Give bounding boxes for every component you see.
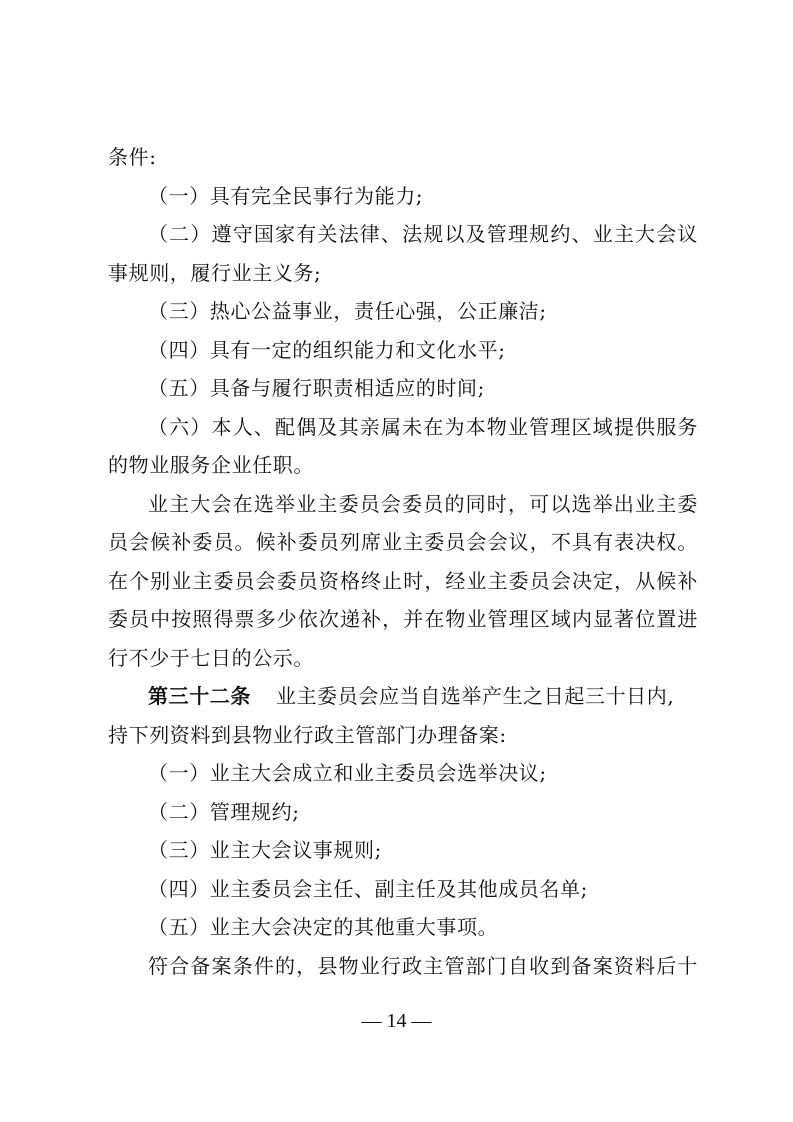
text-line: 条件:	[108, 145, 157, 169]
condition-item: （三）热心公益事业，责任心强，公正廉洁;	[148, 299, 547, 323]
filing-item: （三）业主大会议事规则;	[148, 838, 382, 862]
filing-item: （五）业主大会决定的其他重大事项。	[148, 915, 499, 939]
paragraph-line: 在个别业主委员会委员资格终止时，经业主委员会决定，从候补	[108, 568, 698, 593]
paragraph-line: 委员中按照得票多少依次递补，并在物业管理区域内显著位置进	[108, 607, 698, 631]
paragraph-line: 员会候补委员。候补委员列席业主委员会会议，不具有表决权。	[108, 530, 698, 554]
text-line: 的物业服务企业任职。	[108, 453, 314, 477]
body-text	[108, 138, 698, 985]
condition-item: （五）具备与履行职责相适应的时间;	[148, 376, 485, 400]
page-number: — 14 —	[361, 1010, 432, 1032]
text-line: 事规则，履行业主义务;	[108, 260, 322, 285]
article-title: 第三十二条	[148, 684, 251, 708]
condition-item: （一）具有完全民事行为能力;	[148, 183, 424, 208]
paragraph-line: 业主大会在选举业主委员会委员的同时，可以选举出业主委	[148, 491, 698, 516]
article-text: 业主委员会应当自选举产生之日起三十日内,	[275, 684, 675, 708]
paragraph-line: 行不少于七日的公示。	[108, 645, 314, 670]
article-second-line: 持下列资料到县物业行政主管部门办理备案:	[108, 722, 507, 747]
filing-item: （一）业主大会成立和业主委员会选举决议;	[148, 761, 547, 785]
condition-item: （四）具有一定的组织能力和文化水平;	[148, 337, 506, 362]
filing-item: （四）业主委员会主任、副主任及其他成员名单;	[148, 876, 588, 901]
article-first-line	[108, 677, 698, 716]
condition-item: （六）本人、配偶及其亲属未在为本物业管理区域提供服务	[148, 414, 698, 439]
filing-item: （二）管理规约;	[148, 799, 300, 824]
condition-item: （二）遵守国家有关法律、法规以及管理规约、业主大会议	[148, 222, 698, 246]
final-line: 符合备案条件的，县物业行政主管部门自收到备案资料后十	[148, 953, 698, 978]
